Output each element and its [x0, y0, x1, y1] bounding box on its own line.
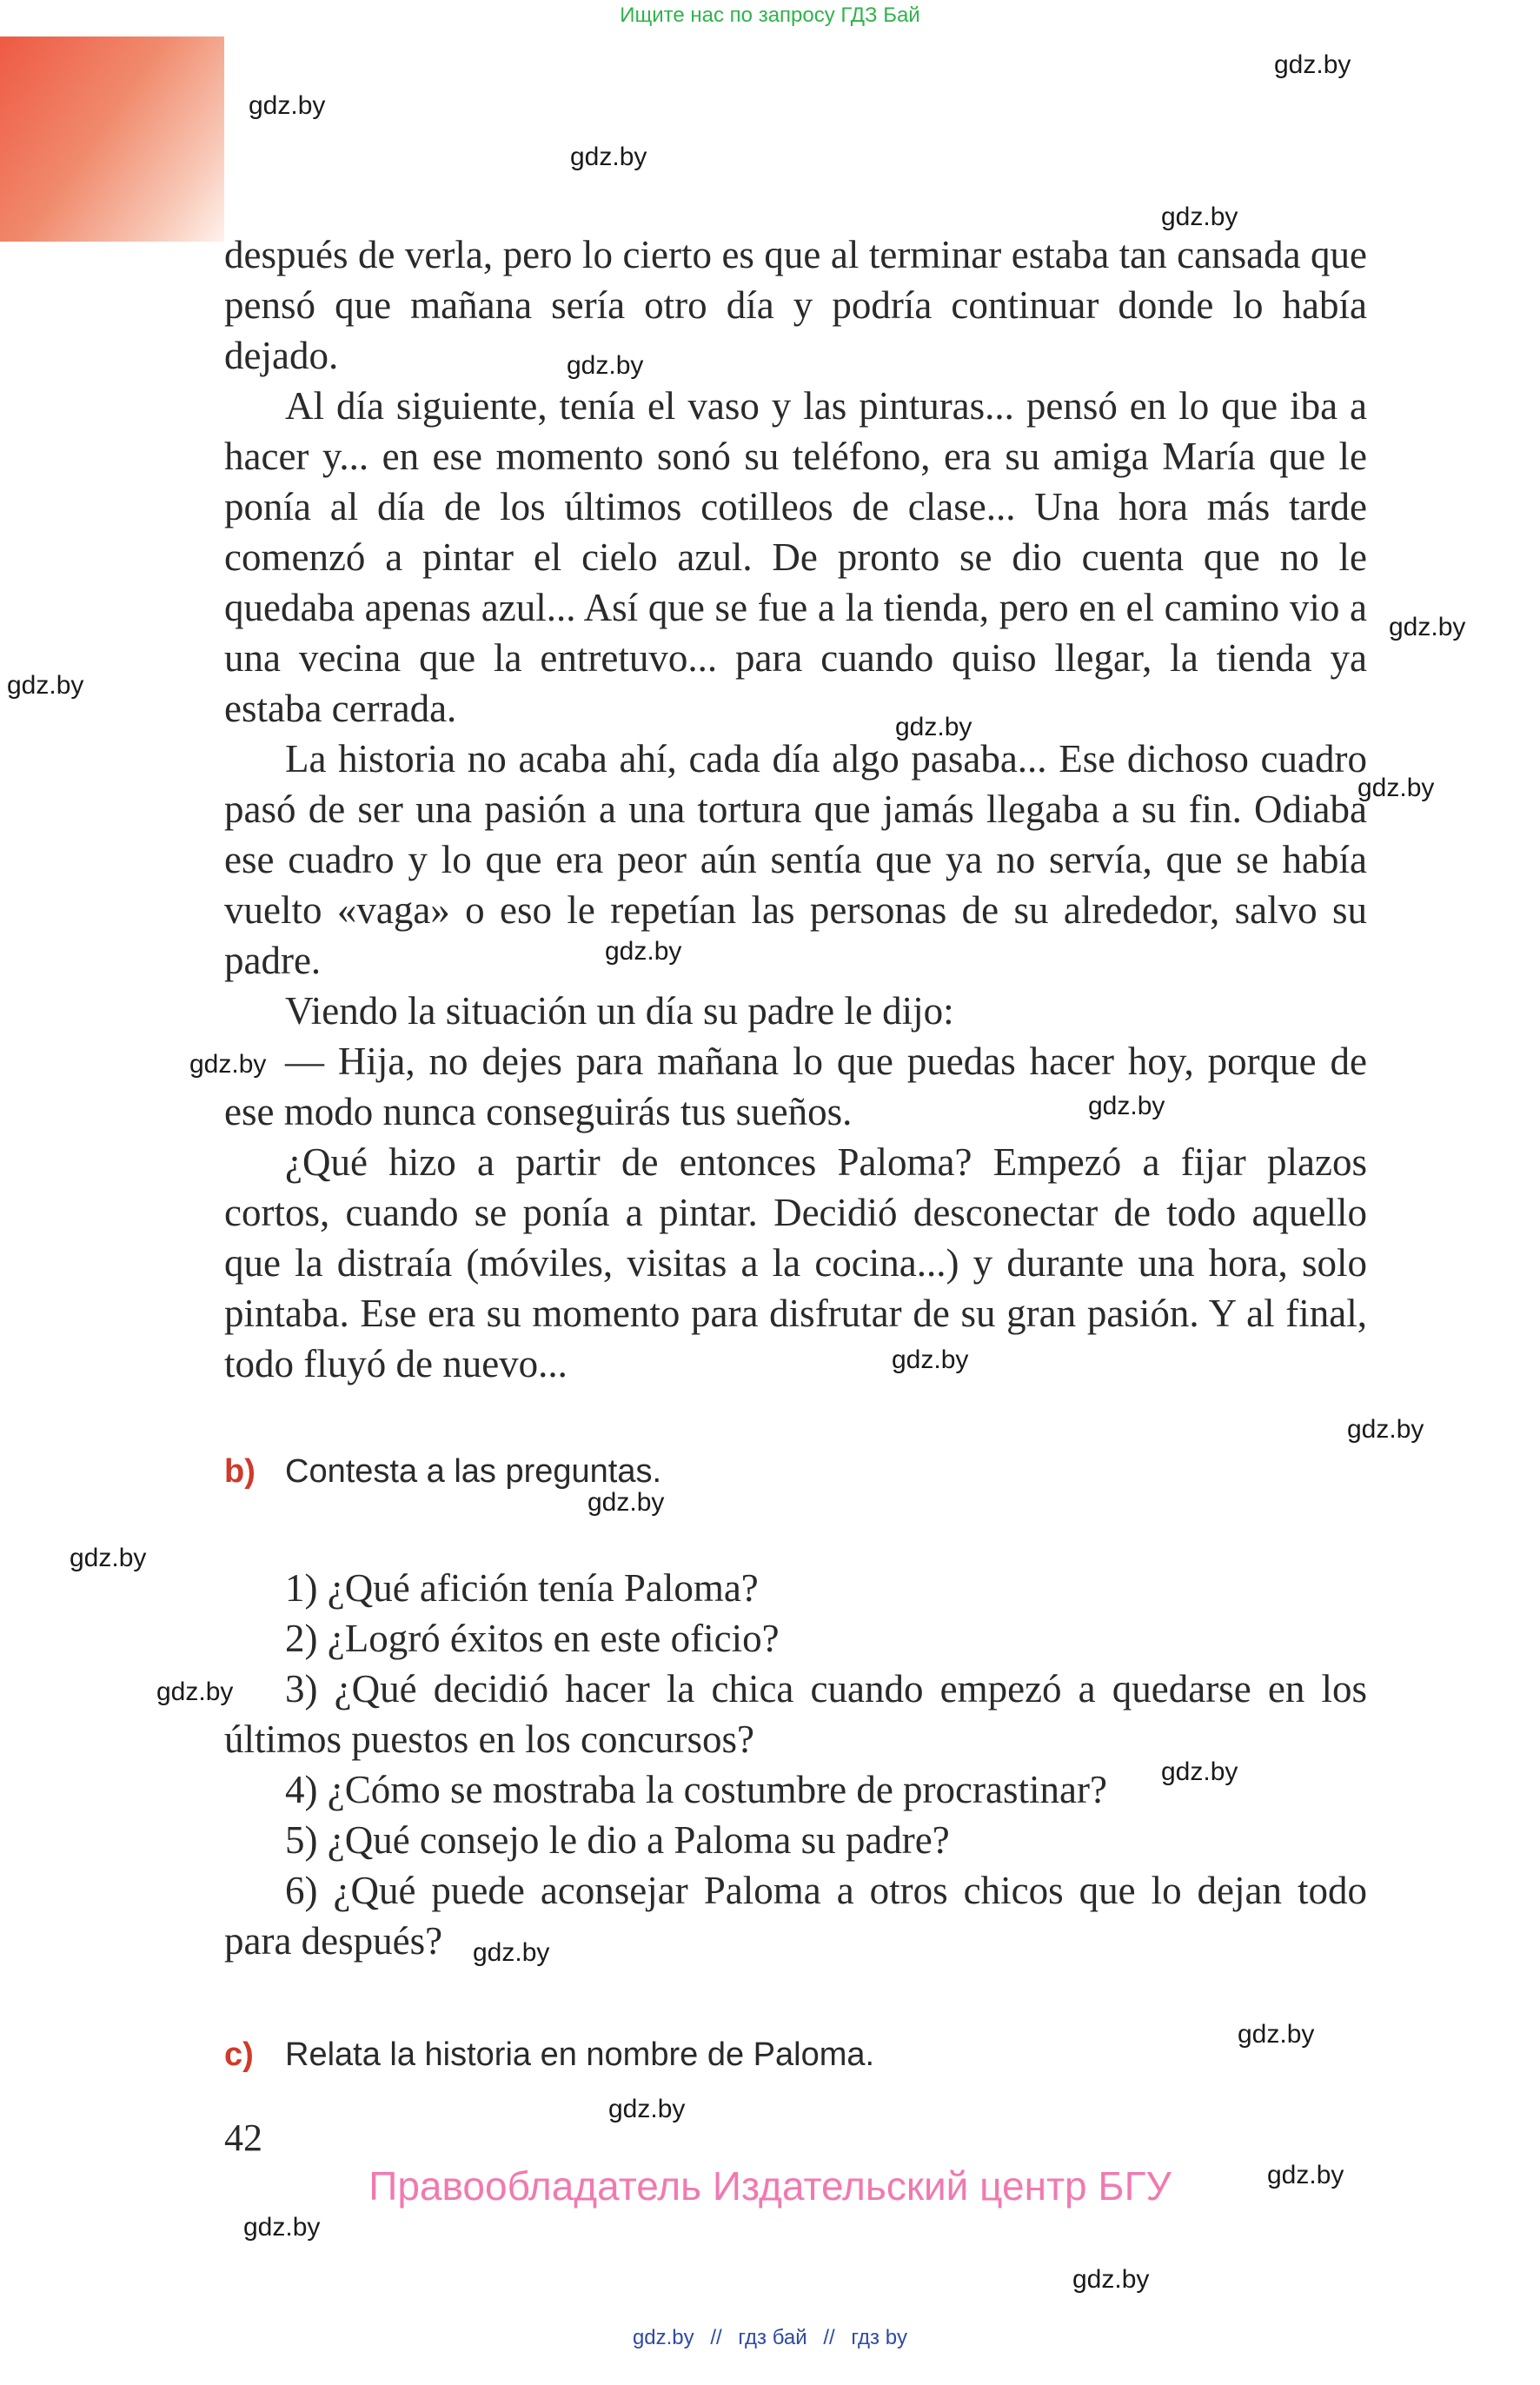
question-item: 2) ¿Logró éxitos en este oficio?	[285, 1617, 780, 1660]
task-c-letter: c)	[224, 2036, 254, 2073]
watermark: gdz.by	[1347, 1415, 1424, 1444]
question-item: 4) ¿Cómo se mostraba la costumbre de procrastinar?	[285, 1768, 1107, 1811]
footer-links	[0, 2326, 1540, 2350]
watermark: gdz.by	[608, 2095, 686, 2123]
footer-separator: //	[710, 2326, 722, 2349]
question-item: 5) ¿Qué consejo le dio a Paloma su padre?	[285, 1818, 950, 1862]
top-search-banner: Ищите нас по запросу ГДЗ Бай	[620, 3, 920, 27]
watermark: gdz.by	[1357, 774, 1435, 802]
watermark: gdz.by	[1238, 2020, 1315, 2049]
task-c	[224, 2036, 1367, 2074]
watermark: gdz.by	[1274, 50, 1351, 79]
watermark: gdz.by	[587, 1488, 665, 1517]
task-b-letter: b)	[224, 1453, 256, 1490]
watermark: gdz.by	[473, 1938, 550, 1967]
story-paragraph: La historia no acaba ahí, cada día algo pasaba... Ese dichoso cuadro pasó de ser una pasión a una tortura que jamás llegaba a su fin. Odiaba ese cuadro y lo que era peor aún sentía que ya no servía, que se había vuelto «vaga» o eso le repetían las personas de su alrededor, salvo su padre.	[224, 737, 1367, 982]
question-item: 1) ¿Qué afición tenía Paloma?	[285, 1566, 759, 1610]
task-c-text: Relata la historia en nombre de Paloma.	[285, 2036, 875, 2073]
story-paragraph: Viendo la situación un día su padre le dijo:	[285, 989, 954, 1033]
watermark: gdz.by	[7, 671, 84, 700]
story-paragraph: ¿Qué hizo a partir de entonces Paloma? Empezó a fijar plazos cortos, cuando se ponía a pintar. Decidió desconectar de todo aquello que la distraía (móviles, visitas a la cocina...) y durante una hora, solo pintaba. Ese era su momento para disfrutar de su gran pasión. Y al final, todo fluyó de nuevo...	[224, 1140, 1367, 1385]
task-b-text: Contesta a las preguntas.	[285, 1453, 662, 1490]
rights-holder-notice: Правообладатель Издательский центр БГУ	[368, 2163, 1172, 2209]
footer-link[interactable]: gdz.by	[632, 2326, 694, 2349]
watermark: gdz.by	[243, 2213, 321, 2242]
page-number: 42	[224, 2116, 262, 2159]
footer-link[interactable]: гдз by	[851, 2326, 908, 2349]
watermark: gdz.by	[189, 1050, 267, 1079]
watermark: gdz.by	[892, 1345, 969, 1374]
task-b	[224, 1453, 1367, 1491]
watermark: gdz.by	[70, 1544, 147, 1572]
watermark: gdz.by	[1161, 203, 1238, 231]
story-text	[224, 229, 1367, 1389]
watermark: gdz.by	[1072, 2265, 1150, 2294]
watermark: gdz.by	[1267, 2161, 1344, 2189]
watermark: gdz.by	[1161, 1757, 1238, 1786]
question-item: 3) ¿Qué decidió hacer la chica cuando empezó a quedarse en los últimos puestos en los concursos?	[224, 1667, 1367, 1761]
story-dialogue: — Hija, no dejes para mañana lo que puedas hacer hoy, porque de ese modo nunca conseguirás tus sueños.	[224, 1040, 1367, 1133]
corner-decoration	[0, 37, 224, 242]
watermark: gdz.by	[156, 1677, 234, 1706]
footer-separator: //	[823, 2326, 835, 2349]
story-paragraph: Al día siguiente, tenía el vaso y las pinturas... pensó en lo que iba a hacer y... en ese momento sonó su teléfono, era su amiga María que le ponía al día de los últimos cotilleos de clase... Una hora más tarde comenzó a pintar el cielo azul. De pronto se dio cuenta que no le quedaba apenas azul... Así que se fue a la tienda, pero en el camino vio a una vecina que la entretuvo... para cuando quiso llegar, la tienda ya estaba cerrada.	[224, 384, 1367, 730]
question-item: 6) ¿Qué puede aconsejar Paloma a otros chicos que lo dejan todo para después?	[224, 1869, 1367, 1963]
watermark: gdz.by	[1389, 613, 1466, 641]
watermark: gdz.by	[605, 937, 682, 966]
watermark: gdz.by	[1088, 1092, 1165, 1120]
watermark: gdz.by	[570, 143, 647, 171]
watermark: gdz.by	[895, 713, 972, 741]
watermark: gdz.by	[249, 91, 326, 120]
footer-link[interactable]: гдз бай	[738, 2326, 807, 2349]
story-paragraph: después de verla, pero lo cierto es que al terminar estaba tan cansada que pensó que mañana sería otro día y podría continuar donde lo había dejado.	[224, 233, 1367, 377]
watermark: gdz.by	[567, 351, 644, 380]
